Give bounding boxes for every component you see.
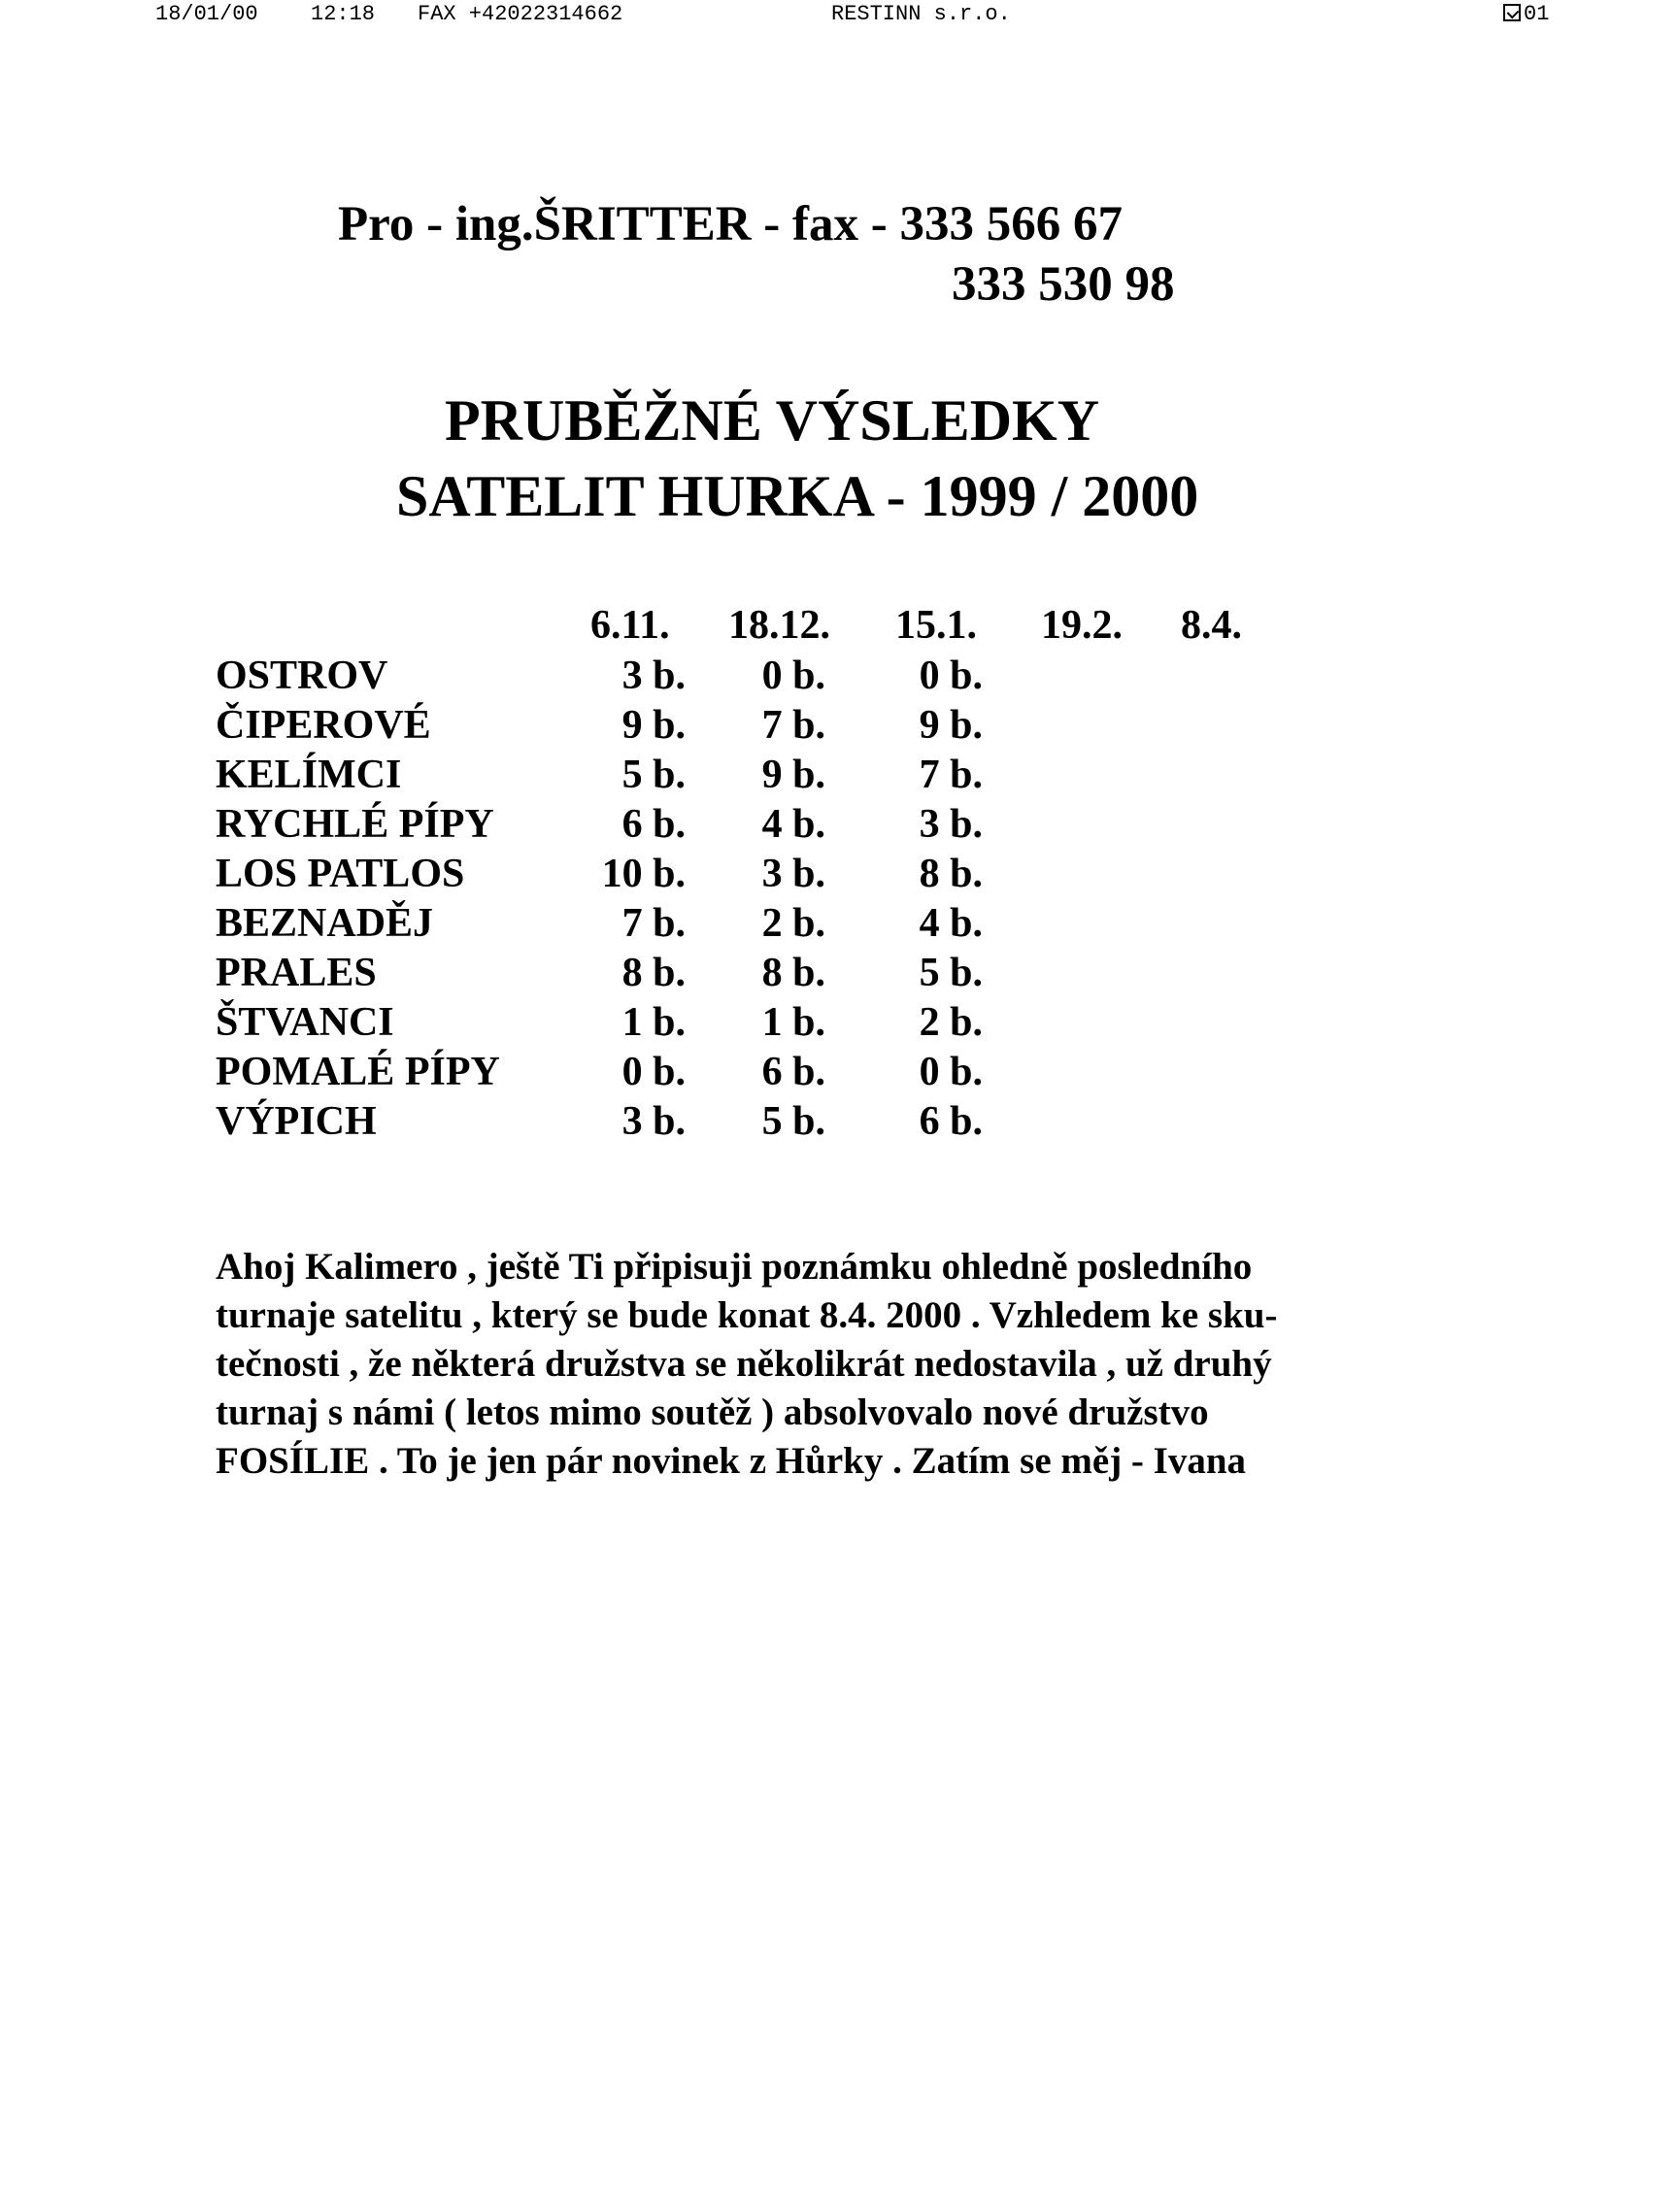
- table-row: [0, 801, 1678, 852]
- team-name: OSTROV: [216, 654, 388, 698]
- score: 8 b.: [621, 951, 686, 995]
- score: 7 b.: [919, 753, 983, 797]
- table-row: [0, 702, 1678, 753]
- team-name: KELÍMCI: [216, 753, 402, 797]
- date-header: 18.12.: [728, 603, 830, 648]
- message-line: turnaje satelitu , který se bude konat 8.4. 2000 . Vzhledem ke sku-: [216, 1294, 1278, 1336]
- date-header-row: [0, 602, 1678, 653]
- date-header: 19.2.: [1041, 603, 1123, 648]
- table-row: [0, 851, 1678, 901]
- table-row: [0, 900, 1678, 951]
- score: 2 b.: [761, 901, 825, 946]
- score: 7 b.: [621, 901, 686, 946]
- score: 0 b.: [621, 1050, 686, 1094]
- fax-page-number: 01: [1524, 2, 1550, 26]
- team-name: RYCHLÉ PÍPY: [216, 802, 494, 847]
- fax-company: RESTINN s.r.o.: [831, 2, 1011, 26]
- recipient-line-2: 333 530 98: [952, 257, 1175, 312]
- score: 0 b.: [919, 1050, 983, 1094]
- message-line: FOSÍLIE . To je jen pár novinek z Hůrky . Zatím se měj - Ivana: [216, 1440, 1247, 1482]
- recipient-block: [338, 194, 1175, 312]
- table-row: [0, 1049, 1678, 1099]
- score: 10 b.: [601, 852, 686, 896]
- score: 2 b.: [919, 1000, 983, 1045]
- date-header: 6.11.: [590, 603, 670, 648]
- score: 1 b.: [761, 1000, 825, 1045]
- score: 5 b.: [919, 951, 983, 995]
- score: 4 b.: [761, 802, 825, 847]
- score: 9 b.: [919, 703, 983, 748]
- title-line-1: PRUBĚŽNÉ VÝSLEDKY: [445, 388, 1100, 452]
- fax-date: 18/01/00: [155, 2, 258, 26]
- message-line: tečnosti , že některá družstva se několikrát nedostavila , už druhý: [216, 1343, 1272, 1385]
- fax-header: [0, 2, 1678, 35]
- score: 9 b.: [621, 703, 686, 748]
- message-line: Ahoj Kalimero , ještě Ti připisuji poznámku ohledně posledního: [216, 1246, 1253, 1288]
- team-name: VÝPICH: [216, 1099, 377, 1144]
- score: 3 b.: [919, 802, 983, 847]
- recipient-line-1: Pro - ing.ŠRITTER - fax - 333 566 67: [338, 197, 1124, 251]
- score: 6 b.: [621, 802, 686, 847]
- score: 5 b.: [621, 753, 686, 797]
- table-row: [0, 1098, 1678, 1149]
- fax-check-icon: [1503, 4, 1521, 21]
- score: 1 b.: [621, 1000, 686, 1045]
- score: 8 b.: [919, 852, 983, 896]
- score: 5 b.: [761, 1099, 825, 1144]
- score: 0 b.: [761, 654, 825, 698]
- message-line: turnaj s námi ( letos mimo soutěž ) absolvovalo nové družstvo: [216, 1391, 1209, 1433]
- fax-time: 12:18: [311, 2, 376, 26]
- score: 3 b.: [621, 654, 686, 698]
- score: 7 b.: [761, 703, 825, 748]
- fax-page: [1503, 2, 1550, 26]
- table-row: [0, 950, 1678, 1000]
- team-name: ČIPEROVÉ: [216, 703, 431, 748]
- score: 3 b.: [621, 1099, 686, 1144]
- team-name: POMALÉ PÍPY: [216, 1050, 500, 1094]
- table-row: [0, 999, 1678, 1050]
- team-name: PRALES: [216, 951, 377, 995]
- score: 3 b.: [761, 852, 825, 896]
- score: 0 b.: [919, 654, 983, 698]
- score: 8 b.: [761, 951, 825, 995]
- team-name: ŠTVANCI: [216, 1000, 394, 1045]
- score: 6 b.: [919, 1099, 983, 1144]
- table-row: [0, 752, 1678, 802]
- title-line-2: SATELIT HURKA - 1999 / 2000: [396, 464, 1199, 528]
- message-body: [216, 1243, 1478, 1486]
- score: 9 b.: [761, 753, 825, 797]
- fax-number: FAX +42022314662: [418, 2, 623, 26]
- team-name: BEZNADĚJ: [216, 901, 434, 946]
- date-header: 8.4.: [1181, 603, 1242, 648]
- score: 4 b.: [919, 901, 983, 946]
- date-header: 15.1.: [895, 603, 977, 648]
- team-name: LOS PATLOS: [216, 852, 465, 896]
- score: 6 b.: [761, 1050, 825, 1094]
- table-row: [0, 653, 1678, 703]
